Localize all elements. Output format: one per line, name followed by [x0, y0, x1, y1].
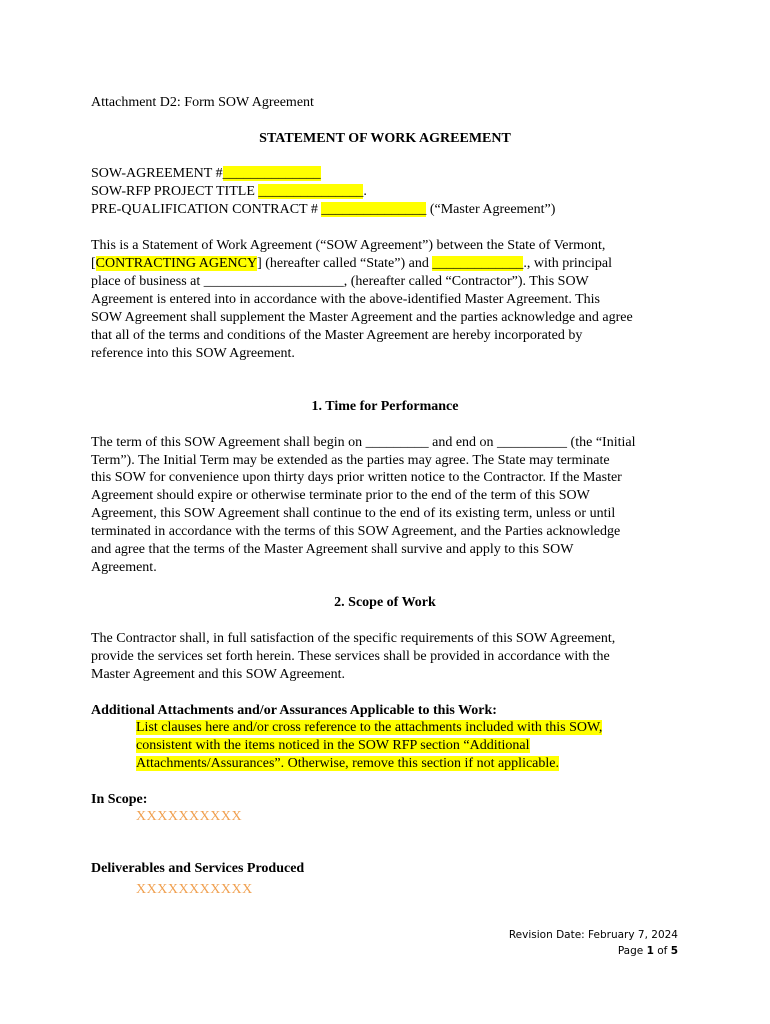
attachment-title: Attachment D2: Form SOW Agreement — [91, 95, 314, 110]
total-pages: 5 — [670, 945, 678, 957]
deliverables-placeholder: XXXXXXXXXXX — [136, 882, 253, 897]
page-of: of — [653, 945, 671, 957]
master-agreement-note: (“Master Agreement”) — [426, 202, 556, 217]
sow-agreement-number-line — [91, 165, 321, 183]
attachments-instruction-line — [136, 755, 559, 773]
attachments-heading: Additional Attachments and/or Assurances Applicable to this Work: — [91, 703, 497, 718]
deliverables-heading: Deliverables and Services Produced — [91, 861, 305, 876]
sow-rfp-blank: _______________ — [258, 184, 364, 199]
intro-line-6: that all of the terms and conditions of the Master Agreement are hereby incorporated by — [91, 328, 583, 343]
attachments-instruction-line — [136, 737, 530, 755]
highlighted-text: Attachments/Assurances”. Otherwise, remove this section if not applicable. — [136, 756, 559, 771]
sow-rfp-period: . — [363, 184, 367, 199]
in-scope-placeholder: XXXXXXXXXX — [136, 809, 243, 824]
intro-line-2-mid: ] (hereafter called “State”) and — [257, 256, 433, 271]
sow-rfp-title-line — [91, 183, 367, 201]
section-1-line: Agreement, this SOW Agreement shall continue to the end of its existing term, unless or until — [91, 506, 616, 521]
prequal-blank: _______________ — [321, 202, 427, 217]
intro-line-5: SOW Agreement shall supplement the Master Agreement and the parties acknowledge and agree — [91, 310, 633, 325]
intro-line-1: This is a Statement of Work Agreement (“SOW Agreement”) between the State of Vermont, — [91, 238, 606, 253]
section-1-line: and agree that the terms of the Master Agreement shall survive and apply to this SOW — [91, 542, 574, 557]
document-title: STATEMENT OF WORK AGREEMENT — [259, 131, 511, 146]
section-1-line: Agreement. — [91, 560, 157, 575]
highlighted-text: List clauses here and/or cross reference to the attachments included with this SOW, — [136, 720, 603, 735]
current-page: 1 — [646, 945, 654, 957]
section-2-heading: 2. Scope of Work — [334, 595, 436, 610]
section-2-line: The Contractor shall, in full satisfaction of the specific requirements of this SOW Agreement, — [91, 631, 616, 646]
section-1-line: terminated in accordance with the terms of this SOW Agreement, and the Parties acknowledge — [91, 524, 621, 539]
prequal-label: PRE-QUALIFICATION CONTRACT # — [91, 202, 322, 217]
sow-agreement-blank: ______________ — [222, 166, 321, 181]
revision-date: Revision Date: February 7, 2024 — [508, 929, 678, 941]
sow-rfp-label: SOW-RFP PROJECT TITLE — [91, 184, 259, 199]
intro-line-7: reference into this SOW Agreement. — [91, 346, 295, 361]
section-2-line: Master Agreement and this SOW Agreement. — [91, 667, 346, 682]
bracket-open: [ — [91, 256, 96, 271]
section-2-line: provide the services set forth herein. These services shall be provided in accordance with the — [91, 649, 610, 664]
intro-line-2 — [91, 255, 612, 273]
contracting-agency-field: CONTRACTING AGENCY — [95, 256, 258, 271]
intro-line-2-end: ., with principal — [523, 256, 612, 271]
sow-agreement-label: SOW-AGREEMENT # — [91, 166, 223, 181]
attachments-instruction-line — [136, 719, 602, 737]
page-label: Page — [617, 945, 647, 957]
section-1-heading: 1. Time for Performance — [311, 399, 459, 414]
in-scope-heading: In Scope: — [91, 792, 148, 807]
highlighted-text: consistent with the items noticed in the SOW RFP section “Additional — [136, 738, 530, 753]
section-1-line: Term”). The Initial Term may be extended as the parties may agree. The State may terminate — [91, 453, 610, 468]
intro-line-4: Agreement is entered into in accordance with the above-identified Master Agreement. This — [91, 292, 601, 307]
section-1-line: Agreement should expire or otherwise terminate prior to the end of the term of this SOW — [91, 488, 590, 503]
section-1-line: this SOW for convenience upon thirty days prior written notice to the Contractor. If the Master — [91, 470, 622, 485]
prequal-contract-line — [91, 201, 555, 219]
contractor-name-blank: _____________ — [432, 256, 524, 271]
intro-line-3: place of business at ____________________, (hereafter called “Contractor”). This SOW — [91, 274, 589, 289]
page-number — [618, 945, 678, 957]
section-1-line: The term of this SOW Agreement shall begin on _________ and end on __________ (the “Initial — [91, 435, 636, 450]
